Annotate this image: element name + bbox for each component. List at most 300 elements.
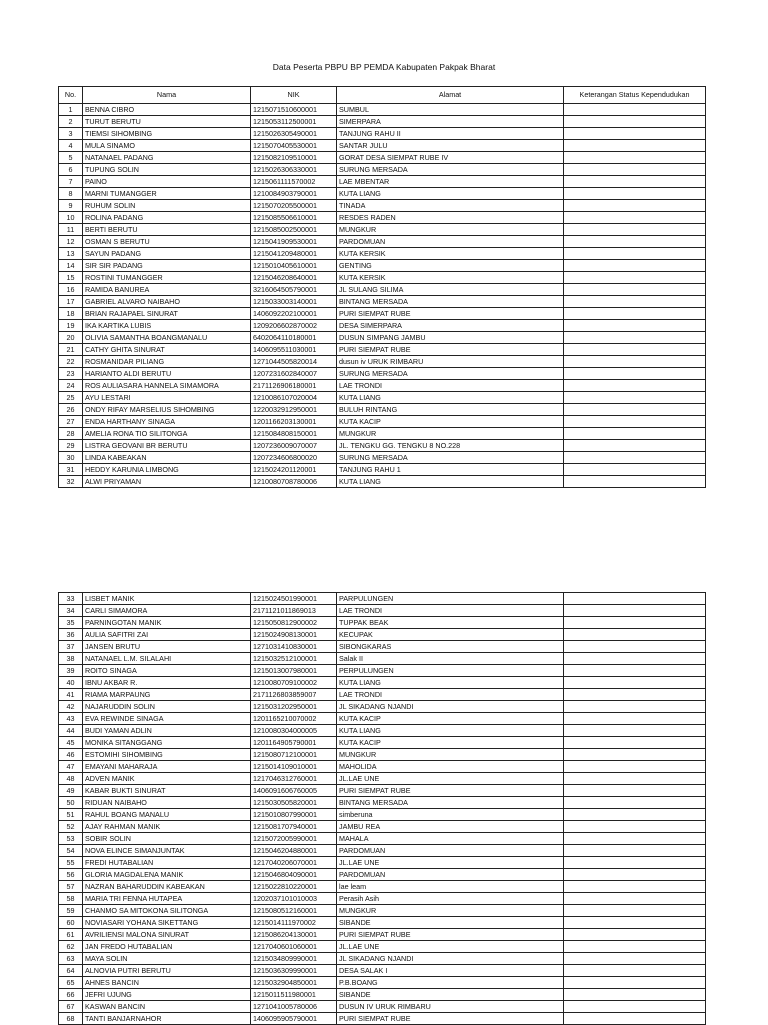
- table-row: [59, 953, 706, 965]
- table-row: [59, 617, 706, 629]
- table-row: [59, 881, 706, 893]
- cell-nama: AYU LESTARI: [83, 392, 251, 404]
- cell-no: 15: [59, 272, 83, 284]
- header-no: No.: [59, 87, 83, 104]
- cell-alamat: DESA SALAK I: [337, 965, 564, 977]
- cell-nik: 1215010807990001: [251, 809, 337, 821]
- cell-alamat: PURI SIEMPAT RUBE: [337, 308, 564, 320]
- cell-alamat: SIBANDE: [337, 989, 564, 1001]
- cell-nik: 1215032904850001: [251, 977, 337, 989]
- cell-nama: ONDY RIFAY MARSELIUS SIHOMBING: [83, 404, 251, 416]
- cell-keterangan: [564, 953, 706, 965]
- cell-alamat: TANJUNG RAHU II: [337, 128, 564, 140]
- cell-alamat: JL SULANG SILIMA: [337, 284, 564, 296]
- cell-nama: CATHY GHITA SINURAT: [83, 344, 251, 356]
- cell-alamat: KUTA LIANG: [337, 677, 564, 689]
- cell-nik: 1207234606800020: [251, 452, 337, 464]
- cell-nik: 1406095905790001: [251, 1013, 337, 1025]
- cell-keterangan: [564, 440, 706, 452]
- cell-nik: 1215031202950001: [251, 701, 337, 713]
- cell-alamat: KUTA KERSIK: [337, 248, 564, 260]
- table-row: [59, 809, 706, 821]
- cell-no: 32: [59, 476, 83, 488]
- cell-alamat: KUTA LIANG: [337, 725, 564, 737]
- table-row: [59, 629, 706, 641]
- cell-keterangan: [564, 761, 706, 773]
- cell-keterangan: [564, 821, 706, 833]
- table-row: [59, 476, 706, 488]
- cell-nik: 1215014111970002: [251, 917, 337, 929]
- cell-nik: 1210086107020004: [251, 392, 337, 404]
- cell-keterangan: [564, 428, 706, 440]
- table-row: [59, 284, 706, 296]
- cell-nik: 1210080304000005: [251, 725, 337, 737]
- cell-no: 26: [59, 404, 83, 416]
- cell-nama: JANSEN BRUTU: [83, 641, 251, 653]
- cell-alamat: SUMBUL: [337, 104, 564, 116]
- cell-nik: 1215010405610001: [251, 260, 337, 272]
- cell-no: 66: [59, 989, 83, 1001]
- cell-keterangan: [564, 773, 706, 785]
- cell-alamat: PURI SIEMPAT RUBE: [337, 1013, 564, 1025]
- cell-keterangan: [564, 965, 706, 977]
- table-row: [59, 665, 706, 677]
- table-row: [59, 416, 706, 428]
- cell-nama: RUHUM SOLIN: [83, 200, 251, 212]
- cell-nama: TANTI BANJARNAHOR: [83, 1013, 251, 1025]
- cell-no: 6: [59, 164, 83, 176]
- cell-keterangan: [564, 308, 706, 320]
- cell-keterangan: [564, 893, 706, 905]
- table-row: [59, 140, 706, 152]
- cell-keterangan: [564, 641, 706, 653]
- cell-alamat: SIBANDE: [337, 917, 564, 929]
- cell-keterangan: [564, 344, 706, 356]
- cell-nama: MARNI TUMANGGER: [83, 188, 251, 200]
- table-row: [59, 188, 706, 200]
- table-row: [59, 176, 706, 188]
- cell-nama: SOBIR SOLIN: [83, 833, 251, 845]
- cell-nik: 1271031410830001: [251, 641, 337, 653]
- cell-no: 49: [59, 785, 83, 797]
- cell-nik: 2171121011869013: [251, 605, 337, 617]
- cell-no: 20: [59, 332, 83, 344]
- cell-nama: KASWAN BANCIN: [83, 1001, 251, 1013]
- cell-alamat: SURUNG MERSADA: [337, 452, 564, 464]
- cell-keterangan: [564, 392, 706, 404]
- table-row: [59, 404, 706, 416]
- cell-keterangan: [564, 977, 706, 989]
- cell-nama: BERTI BERUTU: [83, 224, 251, 236]
- cell-alamat: JL. TENGKU GG. TENGKU 8 NO.228: [337, 440, 564, 452]
- cell-no: 24: [59, 380, 83, 392]
- cell-keterangan: [564, 176, 706, 188]
- cell-alamat: LAE TRONDI: [337, 689, 564, 701]
- table-row: [59, 200, 706, 212]
- cell-no: 35: [59, 617, 83, 629]
- cell-alamat: lae leam: [337, 881, 564, 893]
- cell-nama: AMELIA RONA TIO SILITONGA: [83, 428, 251, 440]
- cell-nik: 1406091606760005: [251, 785, 337, 797]
- cell-alamat: PARDOMUAN: [337, 869, 564, 881]
- header-nik: NIK: [251, 87, 337, 104]
- cell-no: 9: [59, 200, 83, 212]
- table-row: [59, 260, 706, 272]
- cell-nama: CARLI SIMAMORA: [83, 605, 251, 617]
- cell-keterangan: [564, 104, 706, 116]
- cell-nik: 1210084903790001: [251, 188, 337, 200]
- cell-nik: 1215084808150001: [251, 428, 337, 440]
- cell-nama: SIR SIR PADANG: [83, 260, 251, 272]
- table-row: [59, 641, 706, 653]
- cell-nik: 1215032512100001: [251, 653, 337, 665]
- table-row: [59, 977, 706, 989]
- cell-nama: CHANMO SA MITOKONA SILITONGA: [83, 905, 251, 917]
- cell-nama: KABAR BUKTI SINURAT: [83, 785, 251, 797]
- cell-nik: 1217040601060001: [251, 941, 337, 953]
- cell-alamat: JL.LAE UNE: [337, 941, 564, 953]
- table-row: [59, 893, 706, 905]
- cell-alamat: GENTING: [337, 260, 564, 272]
- cell-no: 22: [59, 356, 83, 368]
- cell-no: 31: [59, 464, 83, 476]
- cell-nik: 6402064110180001: [251, 332, 337, 344]
- cell-alamat: PURI SIEMPAT RUBE: [337, 929, 564, 941]
- cell-alamat: P.B.BOANG: [337, 977, 564, 989]
- table-header-row: [59, 87, 706, 104]
- cell-alamat: GORAT DESA SIEMPAT RUBE IV: [337, 152, 564, 164]
- cell-no: 17: [59, 296, 83, 308]
- cell-no: 54: [59, 845, 83, 857]
- cell-no: 8: [59, 188, 83, 200]
- table-row: [59, 749, 706, 761]
- cell-nama: TUPUNG SOLIN: [83, 164, 251, 176]
- cell-keterangan: [564, 689, 706, 701]
- cell-no: 3: [59, 128, 83, 140]
- cell-nama: OSMAN S BERUTU: [83, 236, 251, 248]
- table-row: [59, 152, 706, 164]
- cell-keterangan: [564, 629, 706, 641]
- cell-nama: BUDI YAMAN ADLIN: [83, 725, 251, 737]
- cell-alamat: BINTANG MERSADA: [337, 797, 564, 809]
- cell-keterangan: [564, 476, 706, 488]
- cell-alamat: LAE TRONDI: [337, 380, 564, 392]
- cell-alamat: MUNGKUR: [337, 224, 564, 236]
- cell-nama: TIEMSI SIHOMBING: [83, 128, 251, 140]
- cell-keterangan: [564, 404, 706, 416]
- cell-keterangan: [564, 809, 706, 821]
- cell-nama: EVA REWINDE SINAGA: [83, 713, 251, 725]
- cell-nik: 1202037101010003: [251, 893, 337, 905]
- cell-nama: ALWI PRIYAMAN: [83, 476, 251, 488]
- cell-no: 56: [59, 869, 83, 881]
- cell-nama: NOVA ELINCE SIMANJUNTAK: [83, 845, 251, 857]
- table-row: [59, 272, 706, 284]
- cell-alamat: KUTA KACIP: [337, 713, 564, 725]
- cell-nama: IBNU AKBAR R.: [83, 677, 251, 689]
- cell-nik: 1215014109010001: [251, 761, 337, 773]
- cell-no: 47: [59, 761, 83, 773]
- cell-keterangan: [564, 260, 706, 272]
- header-keterangan: Keterangan Status Kependudukan: [564, 87, 706, 104]
- table-row: [59, 725, 706, 737]
- cell-nik: 1215082109510001: [251, 152, 337, 164]
- cell-keterangan: [564, 128, 706, 140]
- cell-no: 25: [59, 392, 83, 404]
- cell-nik: 1217046312760001: [251, 773, 337, 785]
- cell-no: 7: [59, 176, 83, 188]
- table-row: [59, 464, 706, 476]
- cell-alamat: JL SIKADANG NJANDI: [337, 701, 564, 713]
- cell-nik: 1207231602840007: [251, 368, 337, 380]
- cell-keterangan: [564, 989, 706, 1001]
- cell-keterangan: [564, 152, 706, 164]
- participants-table-page-1: [58, 86, 706, 488]
- cell-nik: 1271044505820014: [251, 356, 337, 368]
- cell-alamat: TINADA: [337, 200, 564, 212]
- cell-keterangan: [564, 380, 706, 392]
- cell-nik: 3216064505790001: [251, 284, 337, 296]
- table-row: [59, 941, 706, 953]
- cell-keterangan: [564, 224, 706, 236]
- table-row: [59, 857, 706, 869]
- table-row: [59, 1013, 706, 1025]
- table-row: [59, 212, 706, 224]
- cell-no: 34: [59, 605, 83, 617]
- table-row: [59, 785, 706, 797]
- table-row: [59, 653, 706, 665]
- cell-alamat: DUSUN IV URUK RIMBARU: [337, 1001, 564, 1013]
- cell-alamat: BINTANG MERSADA: [337, 296, 564, 308]
- cell-nama: JAN FREDO HUTABALIAN: [83, 941, 251, 953]
- cell-nik: 2171126803859007: [251, 689, 337, 701]
- cell-keterangan: [564, 464, 706, 476]
- cell-keterangan: [564, 905, 706, 917]
- cell-no: 29: [59, 440, 83, 452]
- cell-alamat: PARDOMUAN: [337, 845, 564, 857]
- cell-no: 13: [59, 248, 83, 260]
- cell-nik: 1215041909530001: [251, 236, 337, 248]
- cell-nik: 1215085506610001: [251, 212, 337, 224]
- cell-keterangan: [564, 116, 706, 128]
- cell-nama: BENNA CIBRO: [83, 104, 251, 116]
- cell-nik: 1215081707940001: [251, 821, 337, 833]
- cell-nama: EMAYANI MAHARAJA: [83, 761, 251, 773]
- cell-alamat: DUSUN SIMPANG JAMBU: [337, 332, 564, 344]
- cell-nama: FREDI HUTABALIAN: [83, 857, 251, 869]
- table-row: [59, 701, 706, 713]
- cell-alamat: KUTA LIANG: [337, 476, 564, 488]
- cell-nik: 1215072005990001: [251, 833, 337, 845]
- cell-alamat: SURUNG MERSADA: [337, 164, 564, 176]
- cell-alamat: SANTAR JULU: [337, 140, 564, 152]
- table-row: [59, 104, 706, 116]
- table-row: [59, 917, 706, 929]
- cell-nik: 1215061111570002: [251, 176, 337, 188]
- cell-no: 58: [59, 893, 83, 905]
- cell-nama: MONIKA SITANGGANG: [83, 737, 251, 749]
- cell-keterangan: [564, 677, 706, 689]
- cell-nik: 1215041209480001: [251, 248, 337, 260]
- table-row: [59, 224, 706, 236]
- cell-alamat: TUPPAK BEAK: [337, 617, 564, 629]
- cell-keterangan: [564, 1001, 706, 1013]
- cell-alamat: dusun iv URUK RIMBARU: [337, 356, 564, 368]
- cell-nik: 1215033003140001: [251, 296, 337, 308]
- cell-nama: NOVIASARI YOHANA SIKETTANG: [83, 917, 251, 929]
- cell-alamat: TANJUNG RAHU 1: [337, 464, 564, 476]
- cell-no: 33: [59, 593, 83, 605]
- cell-nama: LISTRA GEOVANI BR BERUTU: [83, 440, 251, 452]
- cell-no: 62: [59, 941, 83, 953]
- table-body-page-1: [59, 104, 706, 488]
- cell-keterangan: [564, 1013, 706, 1025]
- header-nama: Nama: [83, 87, 251, 104]
- cell-nik: 1406092202100001: [251, 308, 337, 320]
- document-title: Data Peserta PBPU BP PEMDA Kabupaten Pakpak Bharat: [272, 62, 496, 72]
- table-row: [59, 320, 706, 332]
- cell-nik: 2171126906180001: [251, 380, 337, 392]
- cell-alamat: PERPULUNGEN: [337, 665, 564, 677]
- cell-alamat: BULUH RINTANG: [337, 404, 564, 416]
- cell-nama: ROSMANIDAR PILIANG: [83, 356, 251, 368]
- table-row: [59, 845, 706, 857]
- table-row: [59, 116, 706, 128]
- participants-table-page-2: [58, 592, 706, 1025]
- table-row: [59, 308, 706, 320]
- table-row: [59, 236, 706, 248]
- cell-nama: PARNINGOTAN MANIK: [83, 617, 251, 629]
- cell-keterangan: [564, 617, 706, 629]
- cell-alamat: JL SIKADANG NJANDI: [337, 953, 564, 965]
- cell-keterangan: [564, 857, 706, 869]
- cell-alamat: simberuna: [337, 809, 564, 821]
- table-row: [59, 248, 706, 260]
- cell-nama: RAHUL BOANG MANALU: [83, 809, 251, 821]
- cell-nik: 1201164905790001: [251, 737, 337, 749]
- cell-no: 11: [59, 224, 83, 236]
- cell-keterangan: [564, 356, 706, 368]
- cell-nama: PAINO: [83, 176, 251, 188]
- cell-keterangan: [564, 737, 706, 749]
- cell-alamat: MAHOLIDA: [337, 761, 564, 773]
- cell-nama: RAMIDA BANUREA: [83, 284, 251, 296]
- cell-alamat: RESDES RADEN: [337, 212, 564, 224]
- cell-nama: JEFRI UJUNG: [83, 989, 251, 1001]
- cell-nik: 1406095511030001: [251, 344, 337, 356]
- cell-nama: ESTOMIHI SIHOMBING: [83, 749, 251, 761]
- table-row: [59, 689, 706, 701]
- cell-keterangan: [564, 917, 706, 929]
- cell-nama: RIDUAN NAIBAHO: [83, 797, 251, 809]
- cell-keterangan: [564, 284, 706, 296]
- cell-alamat: KUTA KERSIK: [337, 272, 564, 284]
- table-row: [59, 761, 706, 773]
- cell-no: 42: [59, 701, 83, 713]
- cell-no: 44: [59, 725, 83, 737]
- cell-nik: 1215071510600001: [251, 104, 337, 116]
- cell-nik: 1207236009070007: [251, 440, 337, 452]
- cell-alamat: MUNGKUR: [337, 749, 564, 761]
- table-row: [59, 929, 706, 941]
- cell-keterangan: [564, 701, 706, 713]
- cell-nama: AJAY RAHMAN MANIK: [83, 821, 251, 833]
- cell-no: 37: [59, 641, 83, 653]
- cell-alamat: Perasih Asih: [337, 893, 564, 905]
- cell-no: 65: [59, 977, 83, 989]
- cell-nik: 1210080709100002: [251, 677, 337, 689]
- header-alamat: Alamat: [337, 87, 564, 104]
- cell-keterangan: [564, 416, 706, 428]
- cell-no: 19: [59, 320, 83, 332]
- cell-no: 41: [59, 689, 83, 701]
- table-row: [59, 380, 706, 392]
- cell-keterangan: [564, 797, 706, 809]
- cell-nama: LISBET MANIK: [83, 593, 251, 605]
- cell-nama: GABRIEL ALVARO NAIBAHO: [83, 296, 251, 308]
- cell-alamat: PARDOMUAN: [337, 236, 564, 248]
- cell-no: 18: [59, 308, 83, 320]
- cell-nik: 1215080512160001: [251, 905, 337, 917]
- cell-nama: NAZRAN BAHARUDDIN KABEAKAN: [83, 881, 251, 893]
- cell-keterangan: [564, 749, 706, 761]
- table-row: [59, 368, 706, 380]
- cell-no: 12: [59, 236, 83, 248]
- cell-nik: 1215053112500001: [251, 116, 337, 128]
- cell-keterangan: [564, 881, 706, 893]
- table-row: [59, 833, 706, 845]
- cell-nama: NATANAEL PADANG: [83, 152, 251, 164]
- cell-no: 50: [59, 797, 83, 809]
- cell-nik: 1215011511980001: [251, 989, 337, 1001]
- table-row: [59, 989, 706, 1001]
- cell-nik: 1220032912950001: [251, 404, 337, 416]
- cell-nama: ROLINA PADANG: [83, 212, 251, 224]
- table-row: [59, 905, 706, 917]
- cell-no: 5: [59, 152, 83, 164]
- cell-nik: 1201165210070002: [251, 713, 337, 725]
- cell-no: 23: [59, 368, 83, 380]
- cell-nama: GLORIA MAGDALENA MANIK: [83, 869, 251, 881]
- cell-no: 28: [59, 428, 83, 440]
- cell-nik: 1215080712100001: [251, 749, 337, 761]
- cell-no: 61: [59, 929, 83, 941]
- cell-no: 38: [59, 653, 83, 665]
- cell-no: 45: [59, 737, 83, 749]
- cell-keterangan: [564, 188, 706, 200]
- cell-keterangan: [564, 164, 706, 176]
- cell-nik: 1215024201120001: [251, 464, 337, 476]
- cell-nik: 1215024501990001: [251, 593, 337, 605]
- cell-keterangan: [564, 212, 706, 224]
- table-row: [59, 356, 706, 368]
- cell-nik: 1209206602870002: [251, 320, 337, 332]
- cell-nik: 1210080708780006: [251, 476, 337, 488]
- cell-nik: 1215070405530001: [251, 140, 337, 152]
- cell-keterangan: [564, 653, 706, 665]
- cell-nama: HARIANTO ALDI BERUTU: [83, 368, 251, 380]
- cell-alamat: MUNGKUR: [337, 905, 564, 917]
- cell-nik: 1271041005780006: [251, 1001, 337, 1013]
- table-row: [59, 593, 706, 605]
- cell-keterangan: [564, 665, 706, 677]
- cell-keterangan: [564, 272, 706, 284]
- table-row: [59, 128, 706, 140]
- cell-nama: ROITO SINAGA: [83, 665, 251, 677]
- cell-nik: 1215085002500001: [251, 224, 337, 236]
- cell-no: 52: [59, 821, 83, 833]
- cell-keterangan: [564, 452, 706, 464]
